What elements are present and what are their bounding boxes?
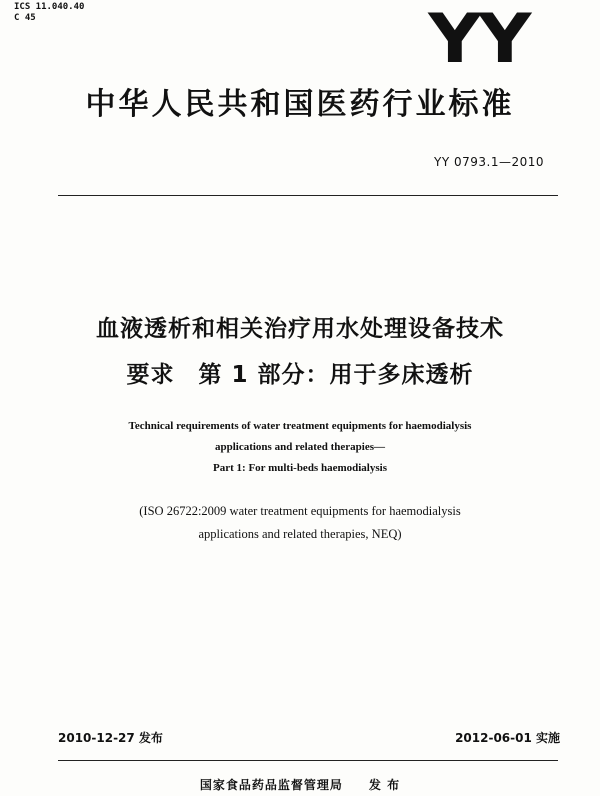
issuing-authority: 国家食品药品监督管理局 发 布	[199, 778, 401, 792]
standard-number: YY 0793.1—2010	[433, 155, 544, 169]
iso-reference-line-2: applications and related therapies, NEQ)	[198, 527, 402, 541]
english-title-line-3: Part 1: For multi-beds haemodialysis	[213, 462, 387, 474]
english-title-line-2: applications and related therapies—	[214, 441, 385, 453]
top-divider	[58, 195, 558, 196]
iso-reference	[0, 500, 600, 546]
bottom-divider	[58, 760, 558, 761]
issue-date: 2010-12-27 发布	[58, 731, 163, 745]
chinese-title-line-1: 血液透析和相关治疗用水处理设备技术	[96, 316, 504, 342]
class-code: C 45	[14, 13, 36, 23]
chinese-title-line-2: 要求 第 1 部分：用于多床透析	[126, 362, 474, 388]
english-title-line-1: Technical requirements of water treatment equipments for haemodialysis	[128, 420, 472, 432]
standard-category-title: 中华人民共和国医药行业标准	[85, 87, 515, 122]
classification-codes	[14, 2, 84, 24]
yy-logo: YY	[427, 0, 528, 79]
implementation-date: 2012-06-01 实施	[455, 731, 560, 745]
iso-reference-line-1: (ISO 26722:2009 water treatment equipments for haemodialysis	[139, 504, 461, 518]
ics-code: ICS 11.040.40	[14, 2, 85, 12]
english-title	[0, 416, 600, 479]
